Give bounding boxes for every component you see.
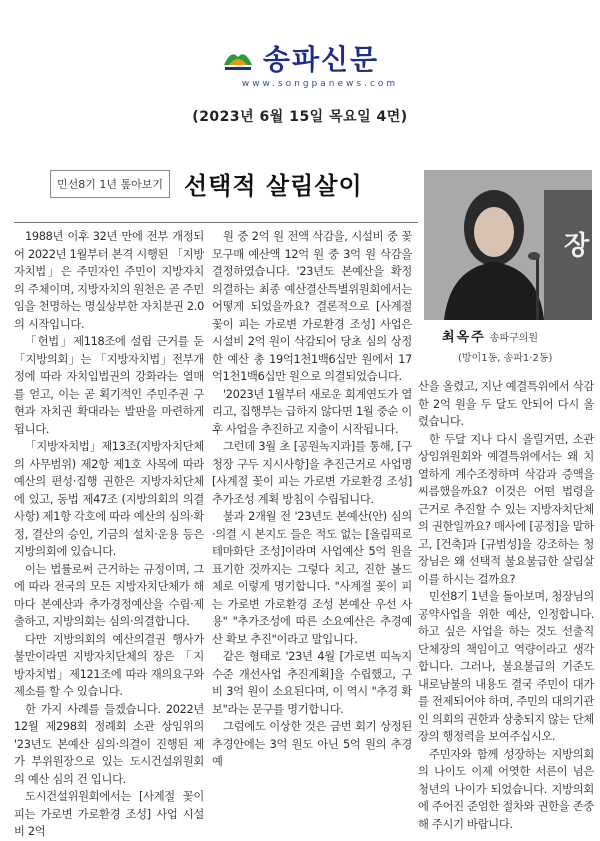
- paragraph: 「지방자치법」제13조(지방자치단체의 사무범위) 제2항 제1호 사목에 따라 예산의 편성·집행 권한은 지방자치단체에 있고, 동법 제47조 (지방의회의 의결사항) 제1항 각호에 따라 예산의 심의·확정, 결산의 승인, 기금의 설치·운용 등은 지방의회에 있습니다.: [14, 440, 204, 558]
- author-name: 최옥주: [442, 330, 486, 345]
- paragraph: 다만 지방의회의 예산의결권 행사가 불만이라면 지방자치단체의 장은 「지방자치법」제121조에 따라 재의요구와 제소를 할 수 있습니다.: [14, 632, 204, 698]
- paragraph: 그럼에도 이상한 것은 금번 회기 상정된 추경안에는 3억 원도 아닌 5억 원의 추경예: [212, 720, 412, 768]
- paragraph: 한 가지 사례를 들겠습니다. 2022년 12월 제298회 정례회 소관 상임위의 '23년도 본예산 심의·의결이 진행된 제가 부위원장으로 있는 도시건설위원회의 예산 심의 건 입니다.: [14, 702, 204, 786]
- article-column-1: [14, 228, 204, 838]
- series-label: 민선8기 1년 톺아보기: [50, 170, 170, 198]
- paragraph: 1988년 이후 32년 만에 전부 개정되어 2022년 1월부터 본격 시행된 「지방자치법」은 주민자인 주민이 지방자치의 주체이며, 지방자치의 원천은 곧 주민임을 천명하는 명실상부한 자치분권 2.0의 시작입니다.: [14, 230, 204, 331]
- article-headline: 선택적 살림살이: [184, 171, 363, 200]
- newspaper-name: 송파신문: [262, 43, 380, 76]
- newspaper-url: www.songpanews.com: [241, 79, 399, 89]
- article-column-3: [418, 378, 594, 831]
- headline-divider: [14, 222, 418, 223]
- paragraph: 원 중 2억 원 전액 삭감을, 시설비 중 꽃모구매 예산액 12억 원 중 3억 원 삭감을 결정하였습니다. '23년도 본예산을 확정 의결하는 최종 예산결산특별위원회에서는 어떻게 되었을까요? 결론적으로 [사계절 꽃이 피는 가로변 가로환경 조성] 사업은 시설비 2억 원이 삭감되어 당초 심의 상정한 예산 총 19억1천1백6십만 원에서 17억1천1백6십만 원으로 의결되었습니다.: [212, 230, 412, 383]
- publication-date: (2023년 6월 15일 목요일 4면): [192, 109, 408, 125]
- masthead: [0, 38, 600, 89]
- paragraph: 그런데 3월 초 [공원녹지과]를 통해, [구청장 구두 지시사항]을 추진근거로 사업명 [사계절 꽃이 피는 가로변 가로환경 조성] 추가조성 계획 방침이 수립됩니다.: [212, 440, 412, 506]
- svg-text:장: 장: [564, 231, 590, 261]
- paragraph: 도시건설위원회에서는 [사계절 꽃이 피는 가로변 가로환경 조성] 사업 시설비 2억: [14, 790, 204, 838]
- paragraph: 산을 올렸고, 지난 예결특위에서 삭감한 2억 원을 두 달도 안되어 다시 올렸습니다.: [418, 380, 594, 428]
- author-caption: [442, 326, 592, 364]
- paragraph: 「헌법」제118조에 설립 근거를 둔 「지방의회」는 「지방자치법」전부개정에 따라 자치입법권의 강화라는 열매를 얻고, 이는 곧 획기적인 주민주권 구현과 자치권 확대라는 발판을 마련하게 됩니다.: [14, 335, 204, 436]
- logo-row: [0, 38, 600, 78]
- paragraph: 민선8기 1년을 돌아보며, 청장님의 공약사업을 위한 예산, 인정합니다. 하고 싶은 사업을 하는 것도 선출직 단체장의 책임이고 역량이라고 생각합니다. 그러나, 불요불급의 기준도 내로남불의 내용도 결국 주민이 대가를 전제되어야 하며, 주민의 대의기관인 의회의 권한과 상충되지 않는 단체장의 행정력을 보여주십시오.: [418, 590, 594, 743]
- paragraph: 한 두달 지나 다시 올릴거면, 소관상임위원회와 예결특위에서는 왜 치열하게 계수조정하며 삭감과 증액을 씨름했을까요? 이것은 어떤 법령을 근거로 추진할 수 있는 지방자치단체의 권한일까요? 매사에 [공정]을 말하고, [건축]과 [규범성]을 강조하는 청장님은 왜 선택적 불요불급한 살림살이를 하시는 걸까요?: [418, 432, 594, 586]
- article-column-2: [212, 228, 412, 768]
- newspaper-logo-icon: [221, 43, 255, 73]
- author-role: 송파구의원: [489, 333, 538, 344]
- author-portrait-image: [424, 170, 592, 320]
- paragraph: 주민자와 함께 성장하는 지방의회의 나이도 이제 어엿한 서른이 넘은 청년의 나이가 되었습니다. 지방의회에 주어진 준엄한 절차와 권한을 존중해 주시기 바랍니다.: [418, 747, 594, 831]
- paragraph: '2023년 1월부터 새로운 회계연도가 열리고, 집행부는 급하지 않다면 1월 중순 이후 사업을 추진하고 지출이 시작됩니다.: [212, 387, 412, 436]
- author-affiliation: (방이1동, 송파1·2동): [458, 353, 553, 364]
- author-photo: [424, 170, 592, 320]
- paragraph: 같은 형태로 '23년 4월 [가로변 띠녹지 수준 개선사업 추진계획]을 수립했고, 구비 3억 원이 소요된다며, 이 역시 "추경 확보"라는 문구를 명기합니다.: [212, 650, 412, 716]
- paragraph: 이는 법률로써 근거하는 규정이며, 그에 따라 전국의 모든 지방자치단체가 해마다 본예산과 추가경정예산을 수립·제출하고, 지방의회는 심의·의결합니다.: [14, 562, 204, 628]
- paragraph: 불과 2개월 전 '23년도 본예산(안) 심의·의결 시 본지도 들은 적도 없는 [올림픽로 테마화단 조성]이라며 사업예산 5억 원을 표기한 것까지는 그렇다 치고, 진한 볼드체로 이렇게 명기합니다. "사계절 꽃이 피는 가로변 가로환경 조성 본예산 우선 사용" "추가조성에 따른 소요예산은 추경예산 확보 추진"이라고 말입니다.: [212, 510, 412, 646]
